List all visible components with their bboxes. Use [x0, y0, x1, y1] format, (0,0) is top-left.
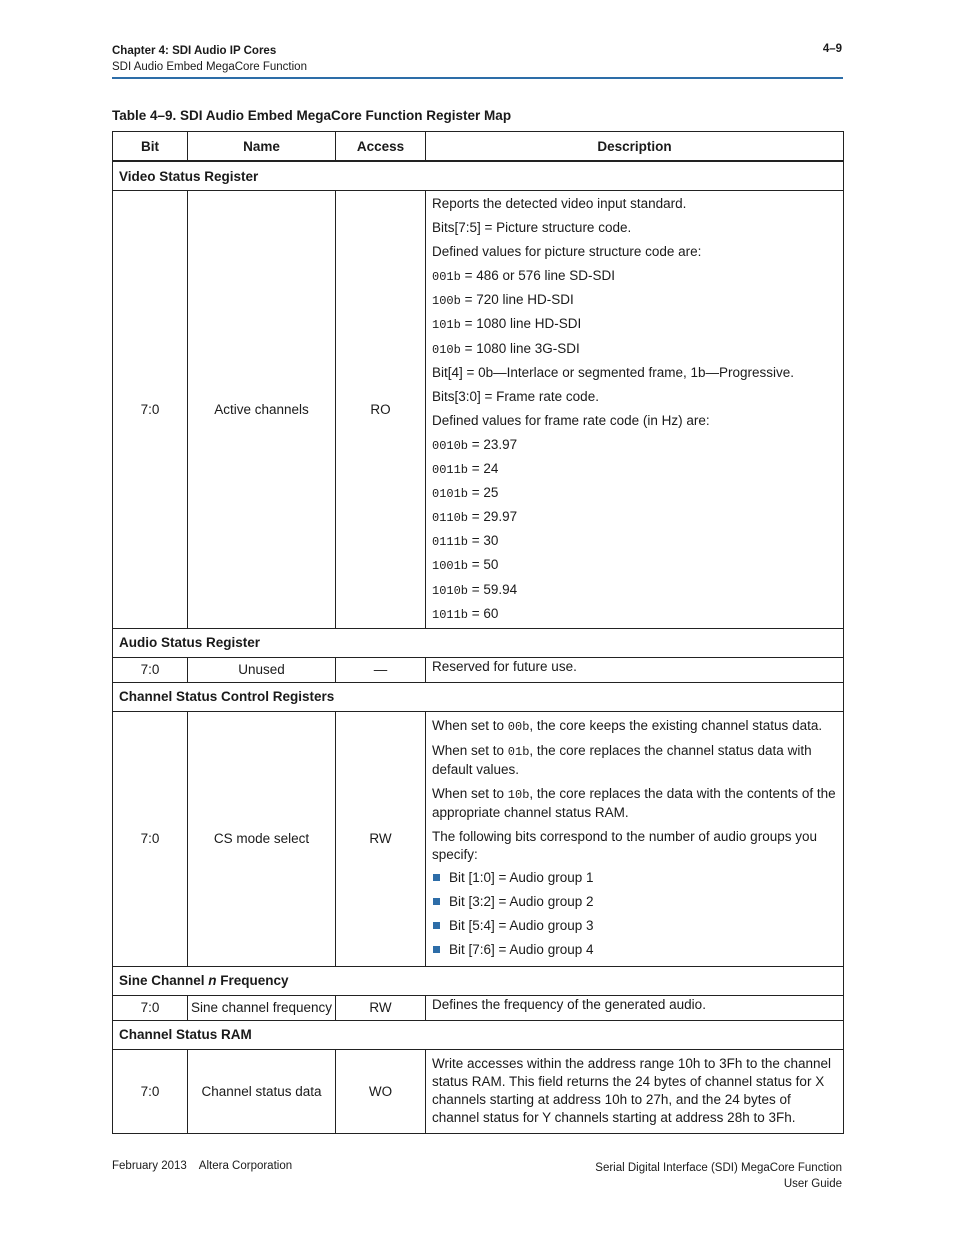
bullet-square-icon [433, 874, 440, 881]
name-cell: CS mode select [188, 711, 336, 966]
video-description-lines [432, 192, 837, 626]
text-run: Sine Channel [119, 973, 209, 989]
description-line [432, 264, 837, 288]
description-cell [426, 1049, 844, 1133]
bit-cell: 7:0 [113, 1049, 188, 1133]
code-value: 100b [432, 294, 461, 309]
description-line [432, 553, 837, 577]
variable-n: n [208, 973, 217, 989]
text-run: = 1080 line 3G-SDI [460, 340, 580, 356]
description-line [432, 505, 837, 529]
description-line [432, 385, 837, 409]
text-run: = 720 line HD-SDI [460, 292, 574, 308]
section-title-audio: Audio Status Register [113, 628, 844, 657]
section-row [113, 161, 844, 191]
table-row [113, 657, 844, 682]
text-run: = 60 [468, 605, 499, 621]
register-map-table [112, 131, 844, 1134]
section-title-sine [113, 966, 844, 995]
name-cell: Active channels [188, 191, 336, 629]
access-cell: RW [336, 711, 426, 966]
cs-paragraph-1 [432, 717, 837, 736]
text-run: = 25 [468, 485, 499, 501]
bullet-item [432, 938, 837, 962]
bit-cell: 7:0 [113, 657, 188, 682]
cs-paragraph-4: The following bits correspond to the number of audio groups you specify: [432, 828, 817, 862]
bit-cell: 7:0 [113, 711, 188, 966]
description-cell [426, 711, 844, 966]
footer-company: Altera Corporation [198, 1160, 293, 1172]
table-row [113, 711, 844, 966]
table-header-row [113, 132, 844, 162]
footer-date: February 2013 [112, 1160, 187, 1172]
code-value: 0110b [432, 511, 469, 526]
text-run: When set to [432, 785, 508, 801]
text-run: = 24 [468, 461, 499, 477]
code-value: 0101b [432, 487, 469, 502]
chapter-title: Chapter 4: SDI Audio IP Cores [112, 45, 277, 57]
code-value: 0010b [432, 438, 469, 453]
code-value: 1010b [432, 583, 469, 598]
text-run: When set to [432, 742, 508, 758]
code-value: 10b [507, 787, 530, 802]
text-run: Frequency [216, 973, 289, 989]
description-line [432, 361, 837, 385]
description-line [432, 578, 837, 602]
footer-doc-title: Serial Digital Interface (SDI) MegaCore Function [595, 1162, 842, 1174]
bullet-text: Bit [3:2] = Audio group 2 [449, 893, 594, 909]
text-run: , the core replaces the channel status data with default values. [432, 742, 812, 777]
name-cell: Sine channel frequency [188, 995, 336, 1020]
description-line [432, 529, 837, 553]
text-run: Bits[7:5] = Picture structure code. [432, 220, 632, 236]
ram-description: Write accesses within the address range 10h to 3Fh to the channel status RAM. This field returns the 24 bytes of channel status for X channels starting at address 10h to 27h, and the 24 bytes of channel status for Y channels starting at address 28h to 3Fh. [432, 1055, 831, 1125]
section-title-video: Video Status Register [113, 161, 844, 191]
description-line [432, 457, 837, 481]
bullet-square-icon [433, 922, 440, 929]
code-value: 0011b [432, 463, 469, 478]
description-line [432, 312, 837, 336]
section-title-cs: Channel Status Control Registers [113, 682, 844, 711]
bullet-item [432, 914, 837, 938]
code-value: 1011b [432, 607, 469, 622]
text-run: = 486 or 576 line SD-SDI [460, 268, 616, 284]
section-title: SDI Audio Embed MegaCore Function [112, 61, 307, 73]
access-cell: — [336, 657, 426, 682]
section-title-ram: Channel Status RAM [113, 1020, 844, 1049]
text-run: = 30 [468, 533, 499, 549]
table-row [113, 1049, 844, 1133]
code-value: 001b [432, 270, 461, 285]
name-cell: Channel status data [188, 1049, 336, 1133]
bit-cell: 7:0 [113, 191, 188, 629]
description-line [432, 288, 837, 312]
name-cell: Unused [188, 657, 336, 682]
description-line [432, 337, 837, 361]
text-run: Bit[4] = 0b—Interlace or segmented frame, 1b—Progressive. [432, 364, 795, 380]
description-line [432, 240, 837, 264]
text-run: Defined values for frame rate code (in Hz) are: [432, 412, 710, 428]
description-cell: Defines the frequency of the generated audio. [426, 995, 844, 1020]
text-run: = 1080 line HD-SDI [460, 316, 582, 332]
bullet-item [432, 890, 837, 914]
text-run: Defined values for picture structure code are: [432, 244, 702, 260]
section-row [113, 1020, 844, 1049]
col-header-access: Access [336, 132, 426, 162]
table-row [113, 995, 844, 1020]
description-line [432, 481, 837, 505]
description-line [432, 433, 837, 457]
code-value: 01b [507, 744, 530, 759]
text-run: = 50 [468, 557, 499, 573]
page-number: 4–9 [822, 43, 842, 55]
bullet-item [432, 866, 837, 890]
footer-left [112, 1160, 292, 1172]
bullet-text: Bit [1:0] = Audio group 1 [449, 869, 594, 885]
access-cell: WO [336, 1049, 426, 1133]
access-cell: RO [336, 191, 426, 629]
description-line [432, 216, 837, 240]
code-value: 1001b [432, 559, 469, 574]
description-line [432, 409, 837, 433]
text-run: , the core keeps the existing channel status data. [529, 717, 823, 733]
text-run: , the core replaces the data with the contents of the appropriate channel status RAM. [432, 785, 836, 820]
table-caption: Table 4–9. SDI Audio Embed MegaCore Function Register Map [112, 108, 512, 123]
footer-doc-type: User Guide [783, 1178, 842, 1190]
bullet-square-icon [433, 898, 440, 905]
code-value: 010b [432, 342, 461, 357]
section-row [113, 628, 844, 657]
footer-right [595, 1160, 842, 1192]
text-run: = 23.97 [468, 436, 518, 452]
header-rule [112, 77, 843, 79]
code-value: 0111b [432, 535, 469, 550]
running-header [112, 43, 307, 75]
section-row [113, 966, 844, 995]
code-value: 101b [432, 318, 461, 333]
description-line [432, 602, 837, 626]
bullet-text: Bit [5:4] = Audio group 3 [449, 917, 594, 933]
bit-cell: 7:0 [113, 995, 188, 1020]
text-run: Reports the detected video input standard. [432, 196, 687, 211]
bullet-text: Bit [7:6] = Audio group 4 [449, 941, 594, 957]
text-run: When set to [432, 717, 508, 733]
col-header-bit: Bit [113, 132, 188, 162]
text-run: = 29.97 [468, 509, 518, 525]
table-row [113, 191, 844, 629]
col-header-name: Name [188, 132, 336, 162]
code-value: 00b [507, 719, 530, 734]
col-header-description: Description [426, 132, 844, 162]
bullet-square-icon [433, 946, 440, 953]
cs-paragraph-3 [432, 785, 837, 822]
text-run: = 59.94 [468, 581, 518, 597]
description-line [432, 192, 837, 216]
text-run: Bits[3:0] = Frame rate code. [432, 388, 599, 404]
access-cell: RW [336, 995, 426, 1020]
description-cell: Reserved for future use. [426, 657, 844, 682]
description-cell [426, 191, 844, 629]
section-row [113, 682, 844, 711]
cs-paragraph-2 [432, 742, 837, 779]
